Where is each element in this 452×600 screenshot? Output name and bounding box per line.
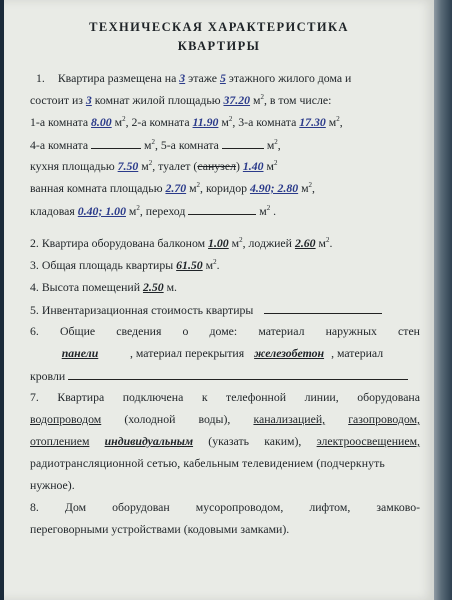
toilet-value: 1.40 [242,159,264,173]
balcony-value: 1.00 [208,236,229,250]
water-supply-option: водопроводом [30,412,102,426]
section-1-line-5: кухня площадью 7.50 $м^2$, туалет (санузел) 1.40 $м^2$ [30,159,278,173]
section-8-line-2: переговорными устройствами (кодовыми замками). [30,522,290,536]
heating-type-value: индивидуальным [104,434,194,448]
kitchen-value: 7.50 [117,159,139,173]
floor-value: 3 [179,71,186,85]
room-5-blank [222,137,264,149]
room-1-value: 8.00 [91,115,112,129]
walls-material-value: панели [61,346,99,360]
section-1-line-7: кладовая 0.40; 1.00 $м^2$, переход $м^2$ . [30,204,277,218]
ceiling-height-value: 2.50 [142,280,164,294]
bathroom-value: 2.70 [165,181,187,195]
document-page [4,0,434,600]
document-subtitle: КВАРТИРЫ [177,39,261,53]
gas-option: газопроводом, [348,412,420,426]
roof-material-blank [68,368,408,380]
section-number: 3. [30,258,39,272]
section-6-line-2: панели , материал перекрытия железобетон , материал [30,346,420,360]
section-number: 1. [36,71,45,85]
section-7-line-4: радиотрансляционной сетью, кабельным телевидением (подчеркнуть [30,456,385,470]
section-number: 5. [30,303,39,317]
section-7-line-3: отоплением индивидуальным (указать каким), электроосвещением, [30,434,421,448]
section-number: 4. [30,280,39,294]
section-2-line: 2. Квартира оборудована балконом 1.00 $м^2$, лоджией 2.60 $м^2$. [30,236,333,250]
total-area-value: 61.50 [176,258,203,272]
section-3-line: 3. Общая площадь квартиры 61.50 $м^2$. [30,258,220,272]
room-4-blank [91,137,141,149]
floors-material-value: железобетон [254,346,325,360]
pantry-value: 0.40; 1.00 [77,204,126,218]
section-number: 2. [30,236,39,250]
passage-blank [188,203,256,215]
section-1-line-1: 1. Квартира размещена на 3 этаже 5 этажного жилого дома и [36,71,352,85]
loggia-value: 2.60 [294,236,316,250]
section-1-line-3: 1-а комната 8.00 $м^2$, 2-а комната 11.90 $м^2$, 3-а комната 17.30 $м^2$, [30,115,343,129]
section-1-line-6: ванная комната площадью 2.70 $м^2$, коридор 4.90; 2.80 $м^2$, [30,181,315,195]
section-6-line-1: 6. Общие сведения о доме: материал наружных стен [30,324,420,338]
page-edge-shadow [434,0,452,600]
section-7-line-1: 7. Квартира подключена к телефонной линии, оборудована [30,390,420,404]
section-5-line: 5. Инвентаризационная стоимость квартиры [30,302,420,317]
corridor-value: 4.90; 2.80 [249,181,299,195]
heating-option: отоплением [30,434,90,448]
room-2-value: 11.90 [192,115,219,129]
section-6-line-3: кровли [30,368,420,383]
section-number: 6. [30,324,39,338]
section-number: 7. [30,390,39,404]
section-7-line-5: нужное). [30,478,75,492]
sewer-option: канализацией, [253,412,326,426]
section-1-line-4: 4-а комната $м^2$, 5-а комната $м^2$, [30,138,281,152]
electricity-option: электроосвещением, [316,434,421,448]
floors-value: 5 [219,71,226,85]
inventory-value-blank [264,302,382,314]
document-title: ТЕХНИЧЕСКАЯ ХАРАКТЕРИСТИКА [89,20,349,34]
section-8-line-1: 8. Дом оборудован мусоропроводом, лифтом, замково- [30,500,421,514]
section-7-line-2: водопроводом (холодной воды), канализацией, газопроводом, [30,412,420,426]
section-number: 8. [30,500,39,514]
room-3-value: 17.30 [299,115,326,129]
section-4-line: 4. Высота помещений 2.50 м. [30,280,178,294]
living-area-value: 37.20 [223,93,251,107]
rooms-value: 3 [85,93,92,107]
section-1-line-2: состоит из 3 комнат жилой площадью 37.20 $м^2$, в том числе: [30,93,332,107]
